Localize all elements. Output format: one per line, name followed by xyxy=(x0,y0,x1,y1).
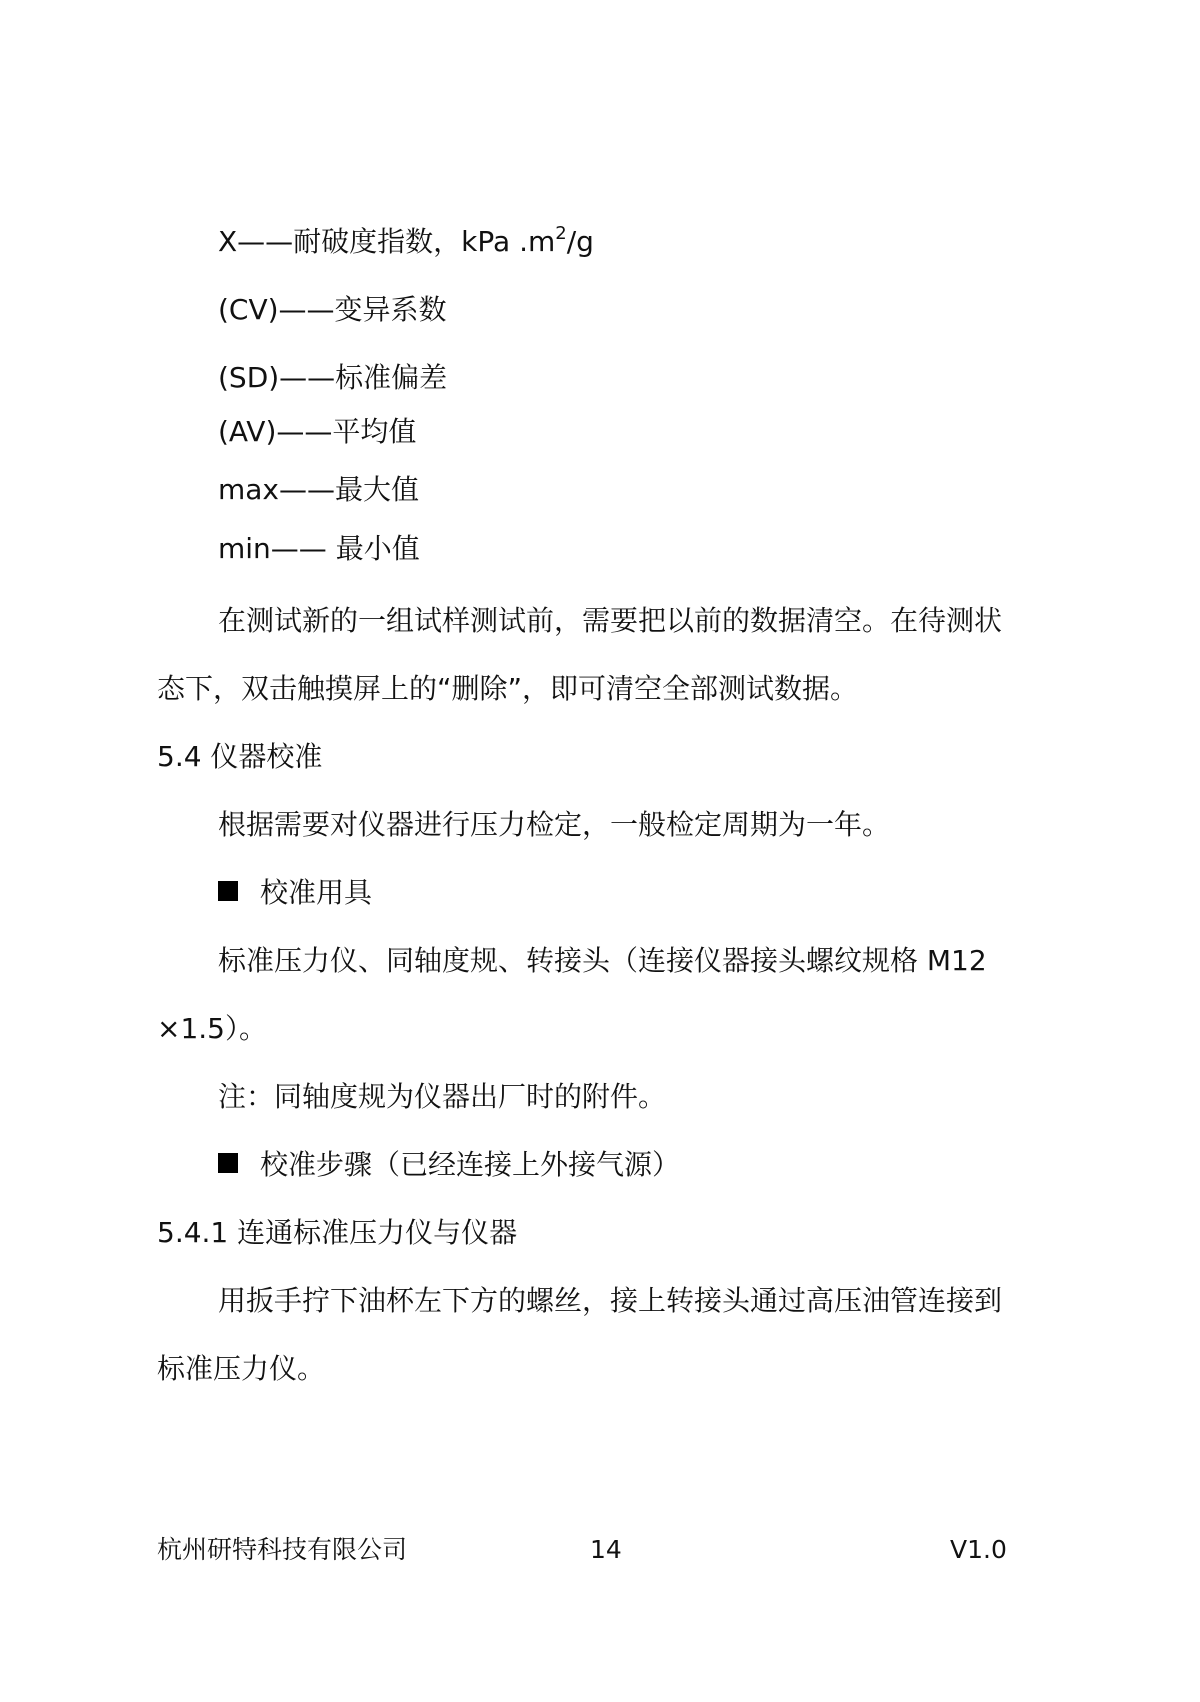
calibration-steps-bullet xyxy=(218,1147,680,1183)
section-5-4-1-line-2: 标准压力仪。 xyxy=(157,1352,326,1385)
square-bullet-icon xyxy=(218,1153,238,1173)
footer-company-name: 杭州研特科技有限公司 xyxy=(157,1535,408,1564)
section-5-4-heading: 5.4 仪器校准 xyxy=(157,740,323,773)
section-5-4-1-heading: 5.4.1 连通标准压力仪与仪器 xyxy=(157,1216,518,1249)
calibration-tools-label: 校准用具 xyxy=(260,876,373,909)
section-5-4-intro: 根据需要对仪器进行压力检定，一般检定周期为一年。 xyxy=(218,808,891,841)
definition-min: min—— 最小值 xyxy=(218,532,420,565)
calibration-tools-line-2: ×1.5）。 xyxy=(157,1012,267,1045)
definition-av: (AV)——平均值 xyxy=(218,415,417,448)
definition-max: max——最大值 xyxy=(218,473,420,506)
calibration-steps-label: 校准步骤（已经连接上外接气源） xyxy=(260,1148,681,1181)
superscript-2: 2 xyxy=(555,223,567,244)
footer-page-number: 14 xyxy=(590,1535,622,1564)
square-bullet-icon xyxy=(218,881,238,901)
calibration-tools-bullet xyxy=(218,875,372,911)
footer-version: V1.0 xyxy=(950,1535,1007,1564)
definition-x xyxy=(218,224,594,260)
definition-cv: (CV)——变异系数 xyxy=(218,293,447,326)
coaxiality-note: 注：同轴度规为仪器出厂时的附件。 xyxy=(218,1080,667,1113)
definition-x-unit-suffix: /g xyxy=(566,225,594,258)
calibration-tools-line-1: 标准压力仪、同轴度规、转接头（连接仪器接头螺纹规格 M12 xyxy=(218,944,987,977)
definition-sd: (SD)——标准偏差 xyxy=(218,361,448,394)
section-5-4-1-line-1: 用扳手拧下油杯左下方的螺丝，接上转接头通过高压油管连接到 xyxy=(218,1284,1003,1317)
clear-data-paragraph-line-1: 在测试新的一组试样测试前，需要把以前的数据清空。在待测状 xyxy=(218,604,1003,637)
clear-data-paragraph-line-2: 态下，双击触摸屏上的“删除”，即可清空全部测试数据。 xyxy=(157,672,859,705)
definition-x-text: X——耐破度指数，kPa .m xyxy=(218,225,556,258)
